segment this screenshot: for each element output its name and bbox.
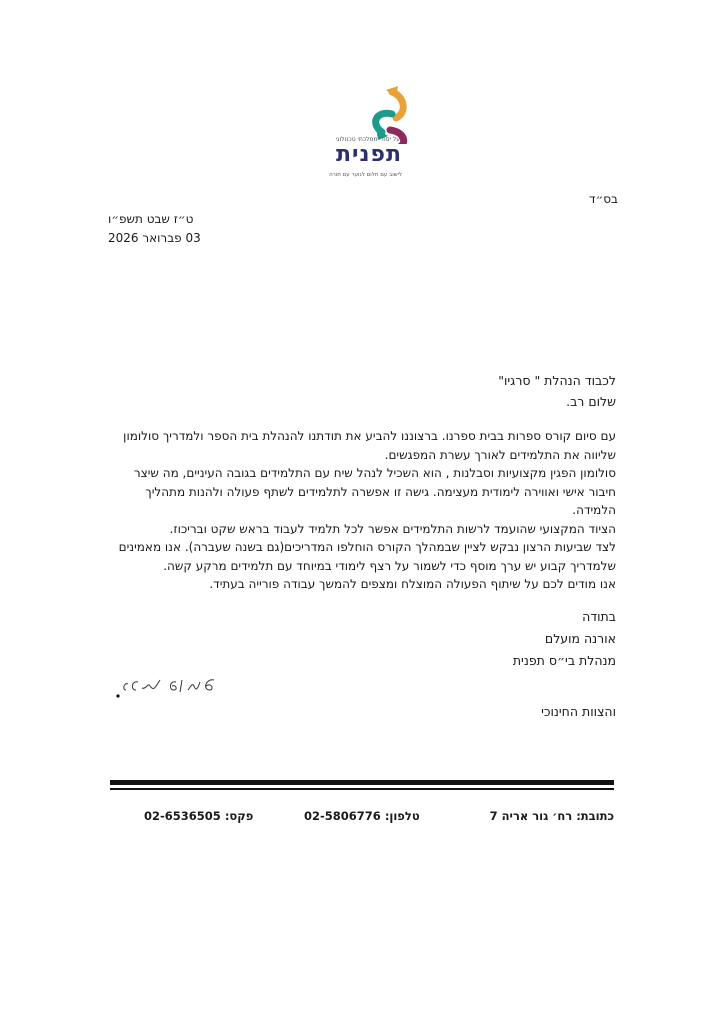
logo-name: תפנית <box>336 142 402 167</box>
phone-label: טלפון: <box>384 809 420 823</box>
logo-subtitle: לישוב עם חלום לנוער עם תורה <box>329 172 402 178</box>
footer-divider-thick <box>110 780 614 785</box>
body-paragraph: הציוד המקצועי שהועמד לרשות התלמידים אפשר לכל תלמיד לעבוד בראש שקט ובריכוז. <box>169 521 616 536</box>
team-line: והצוות החינוכי <box>541 704 616 719</box>
addressee: לכבוד הנהלת " סרגיו" <box>498 373 616 388</box>
address-value: רח׳ גור אריה 7 <box>489 809 573 823</box>
fax-label: פקס: <box>224 809 254 823</box>
hebrew-date <box>108 212 308 226</box>
bsd-mark: בס״ד <box>588 192 618 206</box>
logo-arrows-icon <box>300 84 420 144</box>
gregorian-date <box>108 231 308 245</box>
signer-title: מנהלת בי״ס תפנית <box>512 653 616 668</box>
gregorian-date-text: 03 פברואר 2026 <box>108 231 201 245</box>
body-paragraph: עם סיום קורס ספרות בבית ספרנו. ברצוננו להביע את תודתנו להנהלת בית הספר ולמדריך סולומון שליווה את התלמידים לאורך עשרת המפגשים. <box>123 429 616 462</box>
closing-block <box>416 606 616 672</box>
closing-thanks: בתודה <box>582 609 616 624</box>
body-paragraph: סולומון הפגין מקצועיות וסבלנות , הוא השכיל לנהל שיח עם התלמידים בגובה העיניים, מה שיצר חיבור אישי ואווירה לימודית מעצימה. גישה זו אפשרה לתלמידים לשתף פעולה ולהנות מתהליך הלמידה. <box>133 466 616 517</box>
hebrew-date-text: ט״ז שבט תשפ״ו <box>108 212 194 226</box>
footer-divider-thin <box>110 788 614 790</box>
school-logo <box>300 84 420 196</box>
phone-value: 02-5806776 <box>304 809 381 823</box>
footer-phone <box>304 809 420 823</box>
logo-tagline: על יסודי ממלכתי טכנולוגי <box>335 136 400 143</box>
handwritten-signature <box>110 672 220 706</box>
body-paragraph: לצד שביעות הרצון נבקש לציין שבמהלך הקורס הוחלפו המדריכים(גם בשנה שעברה). אנו מאמינים שלמדריך קבוע יש ערך מוסף כדי לשמור על רצף לימודי במיוחד עם תלמידים מרקע קשה. <box>118 540 616 573</box>
addressee-block <box>498 370 616 412</box>
footer-address <box>490 809 614 823</box>
greeting: שלום רב. <box>566 394 616 409</box>
fax-value: 02-6536505 <box>144 809 221 823</box>
footer-fax <box>144 809 253 823</box>
address-label: כתובת: <box>576 809 614 823</box>
letter-body <box>108 427 616 594</box>
body-paragraph: אנו מודים לכם על שיתוף הפעולה המוצלח ומצפים להמשך עבודה פורייה בעתיד. <box>209 577 616 591</box>
signer-name: אורנה מועלם <box>544 631 616 646</box>
